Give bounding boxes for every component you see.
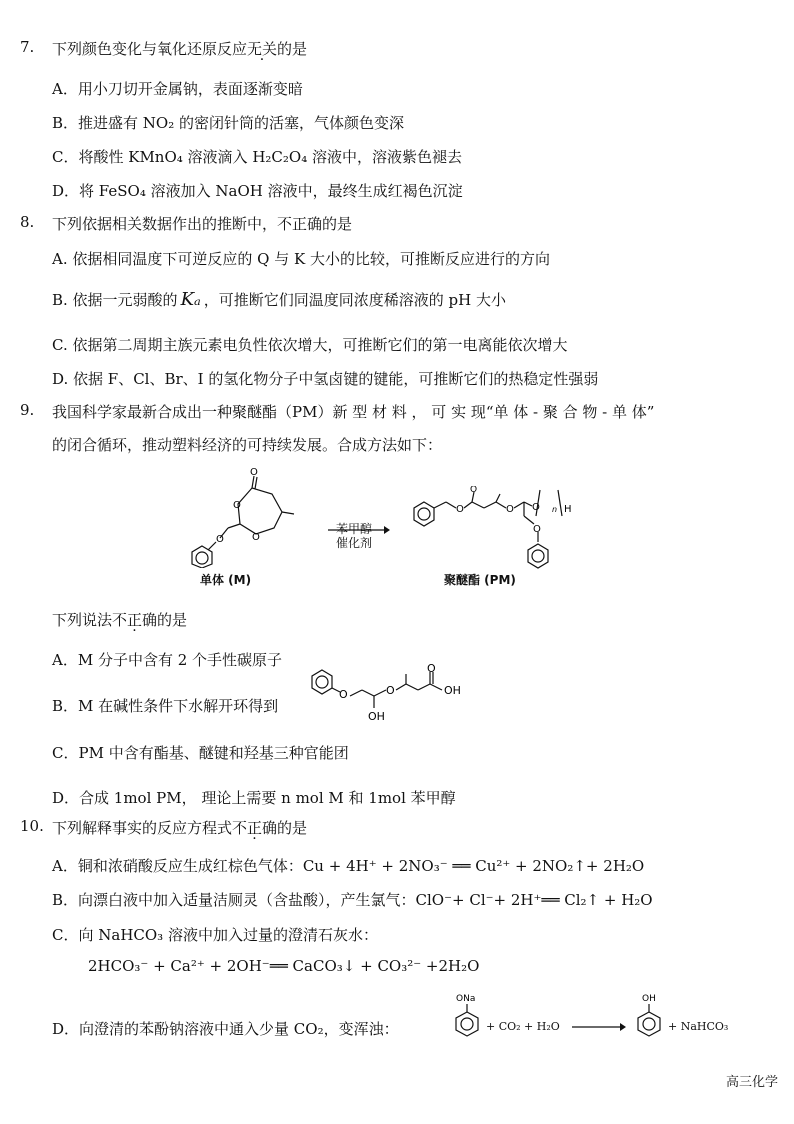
q9-sub-post: 的是 [157, 611, 188, 629]
q7-option-b: B．推进盛有 NO₂ 的密闭针筒的活塞，气体颜色变深 [52, 114, 404, 132]
prod-oh: OH [368, 710, 385, 723]
q10-option-d: D．向澄清的苯酚钠溶液中通入少量 CO₂，变浑浊： [52, 1020, 399, 1038]
q10-option-b: B．向漂白液中加入适量洁厕灵（含盐酸），产生氯气：ClO⁻+ Cl⁻+ 2H⁺══ Cl₂↑ + H₂O [52, 891, 653, 909]
page-footer: 高三化学 [725, 1075, 778, 1090]
q10-stem-pre: 下列解释事实的反应方程式 [52, 819, 233, 837]
q8-ka-symbol: Kₐ [180, 289, 201, 310]
q10-option-c-equation: 2HCO₃⁻ + Ca²⁺ + 2OH⁻══ CaCO₃↓ + CO₃²⁻ +2H₂O [88, 957, 480, 975]
q9-stem-line2: 的闭合循环，推动塑料经济的可持续发展。合成方法如下： [52, 436, 443, 454]
q9-option-c: C．PM 中含有酯基、醚键和羟基三种官能团 [52, 744, 349, 762]
pm-phenoxy-o: O [533, 524, 541, 535]
q7-stem-post: 的是 [277, 40, 308, 58]
q10-option-a: A．铜和浓硝酸反应生成红棕色气体：Cu + 4H⁺ + 2NO₃⁻ ══ Cu²⁺ + 2NO₂↑+ 2H₂O [52, 857, 645, 875]
q8-option-b-post: ，可推断它们同温度同浓度稀溶液的 pH 大小 [203, 291, 507, 309]
m-ether-o: O [216, 534, 224, 545]
q10-stem [52, 817, 307, 838]
q8-option-a: A. 依据相同温度下可逆反应的 Q 与 K 大小的比较，可推断反应进行的方向 [52, 250, 550, 268]
prod-o-2: O [386, 684, 395, 697]
prod-o-1: O [339, 688, 348, 701]
monomer-m-structure [190, 468, 310, 568]
pm-end-h: H [564, 504, 572, 515]
q7-option-c: C．将酸性 KMnO₄ 溶液滴入 H₂C₂O₄ 溶液中，溶液紫色褪去 [52, 148, 462, 166]
q10-stem-emphasis: 不正确 [232, 819, 278, 837]
pm-repeat-o: O [532, 502, 540, 513]
q9-sub-emphasis: 不正确 [112, 611, 158, 629]
q9-option-a: A．M 分子中含有 2 个手性碳原子 [52, 651, 283, 669]
arrow-reagent: 苯甲醇 [336, 522, 373, 536]
phenol-structure [634, 990, 664, 1042]
q10-number: 10. [20, 817, 44, 835]
m-carbonyl-o: O [250, 468, 258, 478]
q7-number: 7. [20, 38, 35, 56]
label-monomer: 单体 (M) [200, 573, 252, 587]
pm-ether-o: O [506, 504, 514, 515]
q8-stem: 下列依据相关数据作出的推断中，不正确的是 [52, 215, 353, 233]
m-ring-o-1: O [233, 500, 241, 511]
phenoxide-structure [452, 990, 482, 1042]
arrow-catalyst: 催化剂 [336, 536, 373, 550]
q7-option-d: D．将 FeSO₄ 溶液加入 NaOH 溶液中，最终生成红褐色沉淀 [52, 182, 463, 200]
q10-stem-post: 的是 [277, 819, 308, 837]
q9-sub-stem [52, 609, 187, 630]
q9-number: 9. [20, 401, 35, 419]
q7-stem [52, 38, 307, 59]
prod-carbonyl-o: O [427, 664, 436, 675]
label-polymer: 聚醚酯 (PM) [444, 573, 516, 587]
q8-number: 8. [20, 213, 35, 231]
q8-option-b [52, 289, 506, 310]
pm-repeat-n: n [552, 505, 558, 514]
q9-stem-line1: 我国科学家最新合成出一种聚醚酯（PM）新 型 材 料 ， 可 实 现“单 体 - 聚 合 物 - 单 体” [52, 403, 655, 421]
q10-d-mid-reagents: + CO₂ + H₂O [486, 1020, 560, 1033]
q8-option-c: C. 依据第二周期主族元素电负性依次增大，可推断它们的第一电离能依次增大 [52, 336, 568, 354]
m-ring-o-2: O [252, 532, 260, 543]
q10-d-arrow [570, 1020, 626, 1034]
q9-option-b: B．M 在碱性条件下水解开环得到 [52, 697, 279, 715]
q8-option-d: D. 依据 F、Cl、Br、I 的氢化物分子中氢卤键的键能，可推断它们的热稳定性强弱 [52, 370, 599, 388]
polymer-pm-structure [412, 486, 582, 572]
q9-option-d: D．合成 1mol PM， 理论上需要 n mol M 和 1mol 苯甲醇 [52, 789, 456, 807]
q10-option-c: C．向 NaHCO₃ 溶液中加入过量的澄清石灰水： [52, 926, 378, 944]
q7-stem-pre: 下列颜色变化与氧化还原反应 [52, 40, 248, 58]
ona-label: ONa [456, 994, 476, 1004]
q10-d-right-product: + NaHCO₃ [668, 1020, 729, 1033]
oh-label: OH [642, 994, 656, 1004]
q7-option-a: A．用小刀切开金属钠，表面逐渐变暗 [52, 80, 303, 98]
q7-stem-emphasis: 无关 [247, 40, 278, 58]
pm-ester-o: O [456, 504, 464, 515]
hydrolysis-product-structure [310, 664, 480, 724]
pm-carbonyl-o: O [470, 486, 478, 495]
prod-acid-oh: OH [444, 684, 461, 697]
q8-option-b-pre: B. 依据一元弱酸的 [52, 291, 178, 309]
q9-sub-pre: 下列说法 [52, 611, 113, 629]
